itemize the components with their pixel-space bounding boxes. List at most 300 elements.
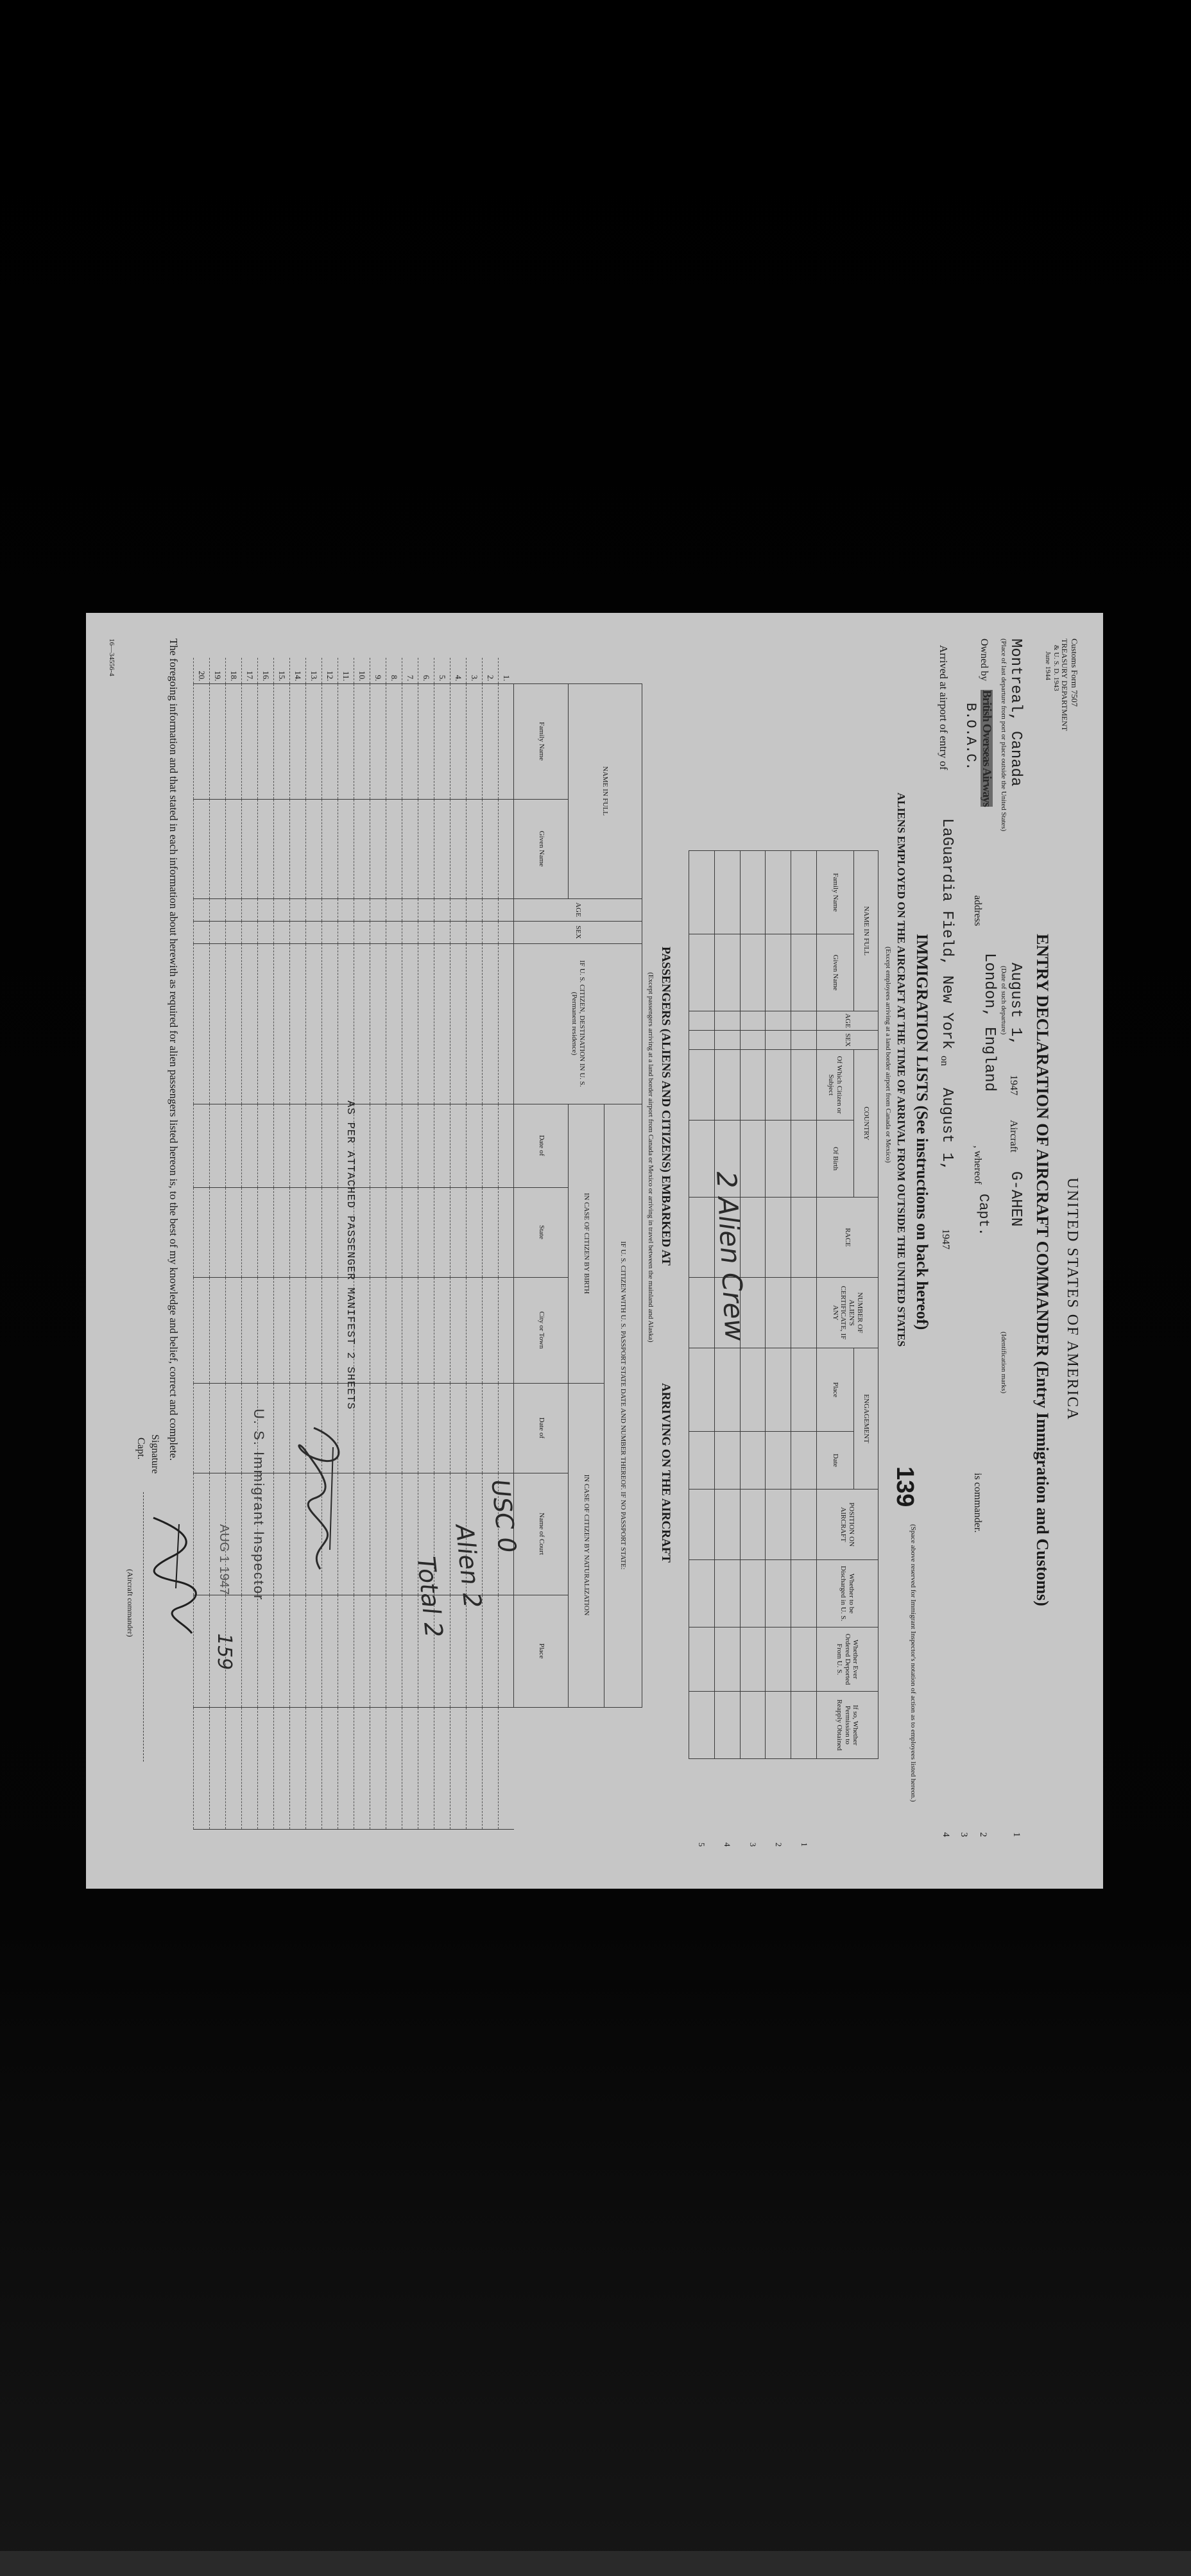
crew-note: (Except employees arriving at a land border airport from Canada or Mexico) xyxy=(884,947,892,1163)
passenger-cell xyxy=(322,1277,338,1383)
passenger-row-number: 14. xyxy=(290,658,306,683)
passenger-cell xyxy=(498,1187,513,1277)
passenger-cell xyxy=(354,1187,370,1277)
passenger-row xyxy=(274,658,290,1829)
passenger-cell xyxy=(194,1104,210,1187)
form-number: Customs Form 7507 xyxy=(1070,639,1079,707)
passenger-cell xyxy=(194,921,210,943)
form-reference: 16—34556-4 xyxy=(108,639,116,676)
departure-year: 1947 xyxy=(1008,1075,1019,1095)
passenger-cell xyxy=(450,1383,466,1473)
passenger-cell xyxy=(290,1104,306,1187)
passenger-cell xyxy=(466,1104,482,1187)
crew-sex-header: SEX xyxy=(817,1031,878,1050)
passenger-cell xyxy=(434,1187,450,1277)
passenger-row xyxy=(386,658,402,1829)
passenger-cell xyxy=(402,898,418,921)
passenger-cell xyxy=(466,921,482,943)
passenger-cell xyxy=(386,1473,402,1595)
passengers-note: (Except passengers arriving at a land border airport from Canada or Mexico or arriving in travel between the mainland and Alaska) xyxy=(647,972,655,1343)
form-revision: & U. S. D. 1943 xyxy=(1052,645,1060,691)
passenger-cell xyxy=(322,799,338,898)
passenger-row xyxy=(498,658,513,1829)
passenger-cell xyxy=(354,898,370,921)
arrival-date: August 1, xyxy=(938,1088,955,1171)
passenger-cell xyxy=(370,1104,386,1187)
passenger-cell xyxy=(322,921,338,943)
passenger-cell xyxy=(290,943,306,1104)
passenger-row xyxy=(242,658,258,1829)
passenger-cell xyxy=(498,921,513,943)
crew-citizen-header: Of Which Citizen or Subject xyxy=(817,1050,854,1121)
passenger-cell xyxy=(466,1707,482,1829)
passenger-cell xyxy=(322,1187,338,1277)
passenger-cell xyxy=(290,1187,306,1277)
passenger-cell xyxy=(370,1187,386,1277)
passenger-cell xyxy=(242,1187,258,1277)
passenger-cell xyxy=(418,1707,434,1829)
passenger-row-number: 17. xyxy=(242,658,258,683)
passenger-cell xyxy=(194,898,210,921)
passenger-row xyxy=(354,658,370,1829)
passenger-cell xyxy=(450,799,466,898)
passenger-row xyxy=(322,658,338,1829)
passenger-cell xyxy=(418,943,434,1104)
passenger-row-number: 4. xyxy=(450,658,466,683)
passenger-cell xyxy=(338,683,354,799)
passenger-row xyxy=(402,658,418,1829)
passenger-cell xyxy=(258,898,274,921)
passenger-given-name-header: Given Name xyxy=(514,799,569,898)
passenger-cell xyxy=(386,683,402,799)
passenger-row-number: 20. xyxy=(194,658,210,683)
passenger-row-number: 12. xyxy=(322,658,338,683)
passenger-cell xyxy=(194,943,210,1104)
passenger-cell xyxy=(418,921,434,943)
passenger-cell xyxy=(322,1707,338,1829)
passenger-cell xyxy=(210,1104,226,1187)
line-number-1: 1 xyxy=(1011,1832,1022,1837)
passenger-name-header: NAME IN FULL xyxy=(569,683,642,898)
signature-title: Capt. xyxy=(135,1438,146,1460)
declaration-text: The foregoing information and that stated in each information about herewith as required for alien passengers listed hereon is, to the best of my knowledge and belief, correct and complete. xyxy=(167,639,180,1461)
passenger-cell xyxy=(354,799,370,898)
passenger-cell xyxy=(498,1383,513,1473)
departure-date: August 1, xyxy=(1007,963,1024,1046)
passenger-cell xyxy=(482,921,498,943)
passenger-cell xyxy=(434,921,450,943)
birth-city-header: City or Town xyxy=(514,1277,569,1383)
passenger-cell xyxy=(306,898,322,921)
crew-permission-header: If so, Whether Permission to Reapply Obtained xyxy=(817,1692,878,1759)
passenger-cell xyxy=(402,683,418,799)
arrival-airport: LaGuardia Field, New York xyxy=(938,818,955,1050)
passenger-cell xyxy=(482,943,498,1104)
passenger-cell xyxy=(402,1595,418,1707)
passenger-row xyxy=(418,658,434,1829)
whereof-label: , whereof xyxy=(972,1146,983,1185)
passenger-cell xyxy=(290,1277,306,1383)
inspector-signature xyxy=(282,1421,359,1576)
passenger-cell xyxy=(450,1187,466,1277)
passenger-cell xyxy=(386,898,402,921)
passenger-cell xyxy=(210,683,226,799)
passenger-destination-header: IF U. S. CITIZEN, DESTINATION IN U. S. (Permanent residence) xyxy=(514,943,642,1104)
passenger-cell xyxy=(434,1383,450,1473)
passenger-cell xyxy=(226,1707,242,1829)
passenger-cell xyxy=(274,1595,290,1707)
passenger-cell xyxy=(434,683,450,799)
passenger-cell xyxy=(402,1383,418,1473)
passenger-row-number: 1. xyxy=(498,658,513,683)
passenger-table xyxy=(193,658,642,1830)
stamp-date: AUG 1 1947 xyxy=(217,1524,231,1595)
passenger-cell xyxy=(386,1707,402,1829)
passenger-cell xyxy=(258,683,274,799)
passenger-cell xyxy=(466,943,482,1104)
passenger-row-number: 9. xyxy=(370,658,386,683)
passenger-cell xyxy=(418,683,434,799)
passenger-cell xyxy=(498,1277,513,1383)
passenger-cell xyxy=(210,1383,226,1473)
arrival-year: 1947 xyxy=(940,1229,951,1249)
passenger-row xyxy=(258,658,274,1829)
passenger-cell xyxy=(386,1383,402,1473)
passenger-cell xyxy=(258,1277,274,1383)
passenger-cell xyxy=(306,1104,322,1187)
passenger-cell xyxy=(226,1104,242,1187)
passenger-cell xyxy=(498,943,513,1104)
stamp-station: 159 xyxy=(213,1633,236,1670)
crew-engagement-header: ENGAGEMENT xyxy=(854,1348,878,1490)
passenger-cell xyxy=(226,943,242,1104)
passenger-cell xyxy=(322,943,338,1104)
tally-total: Total 2 xyxy=(411,1555,449,1639)
passenger-cell xyxy=(434,1707,450,1829)
passenger-cell xyxy=(242,1104,258,1187)
crew-race-header: RACE xyxy=(817,1198,878,1278)
form-title: ENTRY DECLARATION OF AIRCRAFT COMMANDER (Entry Immigration and Customs) xyxy=(1033,934,1052,1606)
passenger-cell xyxy=(274,799,290,898)
passenger-cell xyxy=(338,921,354,943)
passenger-row-number: 13. xyxy=(306,658,322,683)
passenger-cell xyxy=(194,1383,210,1473)
passenger-cell xyxy=(354,683,370,799)
passenger-cell xyxy=(450,1104,466,1187)
passengers-title: PASSENGERS (ALIENS AND CITIZENS) EMBARKED AT xyxy=(659,947,673,1266)
passenger-cell xyxy=(402,1187,418,1277)
passenger-cell xyxy=(370,1277,386,1383)
passenger-cell xyxy=(466,799,482,898)
aircraft-id: G-AHEN xyxy=(1007,1171,1024,1227)
crew-row-number: 2 xyxy=(773,1842,784,1847)
citizen-by-birth-header: IN CASE OF CITIZEN BY BIRTH xyxy=(569,1104,604,1383)
commander-signature xyxy=(141,1511,224,1640)
passenger-row-number: 6. xyxy=(418,658,434,683)
passenger-cell xyxy=(466,683,482,799)
passenger-cell xyxy=(274,1187,290,1277)
crew-row xyxy=(689,851,715,1849)
passenger-row xyxy=(194,658,210,1829)
passenger-cell xyxy=(498,1104,513,1187)
line-number-2: 2 xyxy=(978,1832,988,1837)
passenger-row xyxy=(450,658,466,1829)
crew-age-header: AGE xyxy=(817,1011,878,1031)
passenger-cell xyxy=(370,921,386,943)
passenger-row xyxy=(434,658,450,1829)
passenger-cell xyxy=(482,1187,498,1277)
passenger-age-header: AGE xyxy=(514,898,642,921)
passenger-cell xyxy=(450,921,466,943)
passenger-cell xyxy=(210,1707,226,1829)
crew-row xyxy=(766,851,791,1849)
crew-row-number: 5 xyxy=(697,1842,707,1847)
passenger-cell xyxy=(370,1595,386,1707)
passenger-passport-header: IF U. S. CITIZEN WITH U. S. PASSPORT STATE DATE AND NUMBER THEREOF. IF NO PASSPORT STATE: xyxy=(604,1104,642,1707)
crew-place-header: Place xyxy=(817,1348,854,1432)
passenger-cell xyxy=(338,898,354,921)
passenger-row-number: 19. xyxy=(210,658,226,683)
passenger-cell xyxy=(498,799,513,898)
passenger-cell xyxy=(226,898,242,921)
signature-caption: (Aircraft commander) xyxy=(126,1569,135,1637)
passenger-cell xyxy=(466,1187,482,1277)
passenger-row-number: 18. xyxy=(226,658,242,683)
reserved-note: (Space above reserved for Immigrant Inspector's notation of action as to employees listed hereon.) xyxy=(909,1524,917,1802)
passenger-row-number: 7. xyxy=(402,658,418,683)
passenger-cell xyxy=(258,1707,274,1829)
passenger-cell xyxy=(498,683,513,799)
passenger-cell xyxy=(402,943,418,1104)
birth-state-header: State xyxy=(514,1187,569,1277)
passenger-cell xyxy=(290,1707,306,1829)
passenger-cell xyxy=(274,1104,290,1187)
passenger-cell xyxy=(482,1383,498,1473)
passenger-cell xyxy=(210,898,226,921)
passenger-row-number: 5. xyxy=(434,658,450,683)
passenger-cell xyxy=(370,683,386,799)
passenger-cell xyxy=(482,1595,498,1707)
stamp-number: 139 xyxy=(891,1466,918,1507)
passenger-cell xyxy=(258,921,274,943)
crew-table xyxy=(689,850,878,1849)
aircraft-caption: (Identification marks) xyxy=(1000,1332,1007,1394)
passenger-cell xyxy=(466,1383,482,1473)
crew-row-number: 3 xyxy=(748,1842,758,1847)
passenger-cell xyxy=(274,943,290,1104)
passenger-cell xyxy=(242,683,258,799)
passenger-cell xyxy=(306,1187,322,1277)
crew-date-header: Date xyxy=(817,1432,854,1490)
passenger-cell xyxy=(370,943,386,1104)
crew-row-number: 4 xyxy=(723,1842,733,1847)
passenger-cell xyxy=(226,1187,242,1277)
passenger-cell xyxy=(226,1277,242,1383)
country-title: UNITED STATES OF AMERICA xyxy=(1064,1178,1081,1421)
passenger-cell xyxy=(290,683,306,799)
crew-family-name-header: Family Name xyxy=(817,851,854,934)
passenger-cell xyxy=(386,1104,402,1187)
passenger-cell xyxy=(402,921,418,943)
passenger-cell xyxy=(450,943,466,1104)
immigrant-inspector-stamp: U. S. Immigrant Inspector xyxy=(251,1409,267,1601)
passenger-row-number: 15. xyxy=(274,658,290,683)
passenger-cell xyxy=(306,921,322,943)
passenger-cell xyxy=(194,799,210,898)
passenger-cell xyxy=(226,799,242,898)
passenger-cell xyxy=(370,799,386,898)
crew-name-header: NAME IN FULL xyxy=(854,851,878,1011)
passenger-cell xyxy=(450,683,466,799)
passenger-cell xyxy=(338,799,354,898)
commander: Capt. xyxy=(975,1194,991,1237)
passenger-cell xyxy=(354,1707,370,1829)
passenger-cell xyxy=(258,799,274,898)
passenger-cell xyxy=(306,1595,322,1707)
passenger-cell xyxy=(402,1277,418,1383)
passenger-cell xyxy=(242,921,258,943)
birth-date-header: Date of xyxy=(514,1104,569,1187)
court-place-header: Place xyxy=(514,1595,569,1707)
passenger-cell xyxy=(290,1595,306,1707)
owner-address: London, England xyxy=(981,953,998,1092)
departure-caption: (Place of last departure from port or place outside the United States) xyxy=(1000,639,1007,832)
passenger-cell xyxy=(370,1383,386,1473)
passenger-cell xyxy=(402,799,418,898)
crew-birth-header: Of Birth xyxy=(817,1121,854,1198)
passenger-cell xyxy=(434,1277,450,1383)
passenger-cell xyxy=(354,1595,370,1707)
passenger-cell xyxy=(242,1277,258,1383)
crew-position-header: POSITION ON AIRCRAFT xyxy=(817,1490,878,1560)
passenger-cell xyxy=(354,921,370,943)
passenger-cell xyxy=(482,898,498,921)
crew-given-name-header: Given Name xyxy=(817,934,854,1011)
passenger-cell xyxy=(386,1277,402,1383)
passenger-row xyxy=(482,658,498,1829)
rotated-form xyxy=(86,613,1103,1889)
passenger-cell xyxy=(402,1707,418,1829)
passenger-cell xyxy=(354,1104,370,1187)
passenger-row-number: 11. xyxy=(338,658,354,683)
passenger-cell xyxy=(274,683,290,799)
passenger-cell xyxy=(242,1595,258,1707)
owner: B.O.A.C. xyxy=(963,703,979,771)
department: TREASURY DEPARTMENT xyxy=(1060,639,1069,732)
passenger-cell xyxy=(306,799,322,898)
passenger-cell xyxy=(322,1104,338,1187)
passenger-cell xyxy=(258,1187,274,1277)
passenger-cell xyxy=(466,1277,482,1383)
passenger-cell xyxy=(386,943,402,1104)
passenger-cell xyxy=(386,799,402,898)
passenger-row-number: 16. xyxy=(258,658,274,683)
passenger-cell xyxy=(242,1707,258,1829)
passenger-cell xyxy=(274,921,290,943)
passenger-cell xyxy=(450,898,466,921)
passenger-cell xyxy=(418,1104,434,1187)
arriving-title: ARRIVING ON THE AIRCRAFT xyxy=(659,1383,673,1563)
passenger-cell xyxy=(386,1595,402,1707)
document-page xyxy=(86,613,1103,1889)
passenger-cell xyxy=(306,1707,322,1829)
passenger-cell xyxy=(226,1383,242,1473)
passenger-cell xyxy=(258,1595,274,1707)
passenger-cell xyxy=(466,898,482,921)
crew-deported-header: Whether Ever Ordered Deported From U. S. xyxy=(817,1627,878,1692)
passenger-cell xyxy=(482,1104,498,1187)
passenger-cell xyxy=(258,1104,274,1187)
owner-overstrike: British Overseas Airways xyxy=(980,690,993,807)
passenger-cell xyxy=(450,1595,466,1707)
passenger-sex-header: SEX xyxy=(514,921,642,943)
passenger-cell xyxy=(370,1707,386,1829)
passenger-cell xyxy=(482,799,498,898)
crew-country-header: COUNTRY xyxy=(854,1050,878,1198)
passenger-cell xyxy=(274,1707,290,1829)
crew-row xyxy=(740,851,766,1849)
passenger-cell xyxy=(274,1277,290,1383)
passenger-cell xyxy=(402,1104,418,1187)
signature-label: Signature xyxy=(150,1434,160,1474)
passenger-cell xyxy=(210,921,226,943)
passenger-cell xyxy=(226,921,242,943)
citizen-by-naturalization-header: IN CASE OF CITIZEN BY NATURALIZATION xyxy=(569,1383,604,1707)
passenger-cell xyxy=(210,1187,226,1277)
passenger-cell xyxy=(418,1383,434,1473)
passenger-row xyxy=(370,658,386,1829)
passenger-cell xyxy=(450,1707,466,1829)
passenger-row-number: 2. xyxy=(482,658,498,683)
passenger-cell xyxy=(258,943,274,1104)
passenger-row xyxy=(466,658,482,1829)
passenger-cell xyxy=(306,943,322,1104)
naturalization-date-header: Date of xyxy=(514,1383,569,1473)
passenger-cell xyxy=(498,898,513,921)
passenger-cell xyxy=(434,799,450,898)
passenger-row-number: 3. xyxy=(466,658,482,683)
passenger-row-number: 8. xyxy=(386,658,402,683)
aircraft-label: Aircraft xyxy=(1008,1120,1019,1153)
passenger-cell xyxy=(210,943,226,1104)
address-label: address xyxy=(972,895,983,926)
passenger-cell xyxy=(386,1187,402,1277)
passenger-row xyxy=(290,658,306,1829)
passenger-cell xyxy=(498,1595,513,1707)
passenger-cell xyxy=(338,1595,354,1707)
passenger-cell xyxy=(194,683,210,799)
crew-subtitle: ALIENS EMPLOYED ON THE AIRCRAFT AT THE TIME OF ARRIVAL FROM OUTSIDE THE UNITED STATES xyxy=(895,793,907,1347)
passenger-cell xyxy=(274,898,290,921)
passenger-cell xyxy=(418,898,434,921)
passenger-cell xyxy=(306,1277,322,1383)
passenger-cell xyxy=(450,1277,466,1383)
passenger-cell xyxy=(322,683,338,799)
passenger-cell xyxy=(194,1187,210,1277)
immigration-lists-title: IMMIGRATION LISTS (See instructions on back hereof) xyxy=(913,934,930,1330)
passenger-cell xyxy=(386,921,402,943)
passenger-cell xyxy=(322,898,338,921)
passenger-cell xyxy=(370,898,386,921)
crew-discharged-header: Whether to be Discharged in U. S. xyxy=(817,1560,878,1627)
passenger-cell xyxy=(322,1595,338,1707)
passenger-cell xyxy=(242,943,258,1104)
passenger-family-name-header: Family Name xyxy=(514,683,569,799)
crew-row xyxy=(791,851,817,1849)
passenger-cell xyxy=(242,799,258,898)
passenger-cell xyxy=(466,1595,482,1707)
line-number-3: 3 xyxy=(959,1832,969,1837)
